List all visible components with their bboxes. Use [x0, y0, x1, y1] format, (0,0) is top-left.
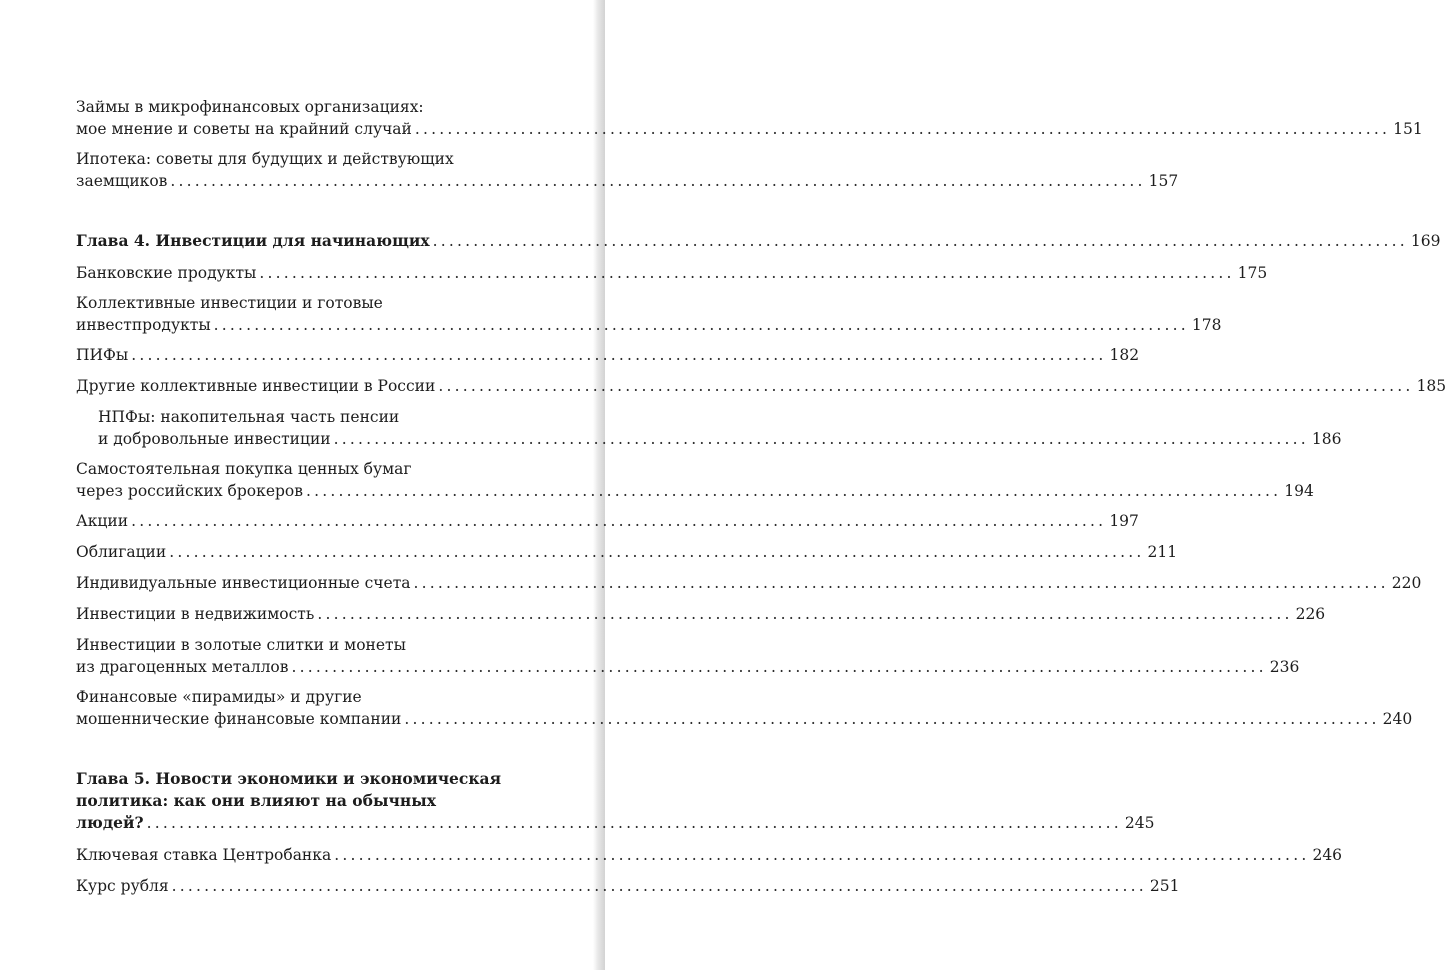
- toc-entry[interactable]: [98, 406, 1342, 450]
- toc-page-number: 211: [1147, 543, 1178, 561]
- toc-entry[interactable]: [76, 844, 1343, 866]
- toc-page-number: 226: [1295, 605, 1326, 623]
- dot-leader: ........................................................................................................................: [317, 605, 1293, 623]
- dot-leader: ........................................................................................................................: [432, 232, 1408, 250]
- toc-entry-title-line: Ключевая ставка Центробанка: [76, 846, 332, 864]
- toc-entry[interactable]: [76, 458, 1314, 502]
- toc-entry[interactable]: [76, 541, 1178, 563]
- toc-page-number: 220: [1391, 574, 1422, 592]
- toc-entry-last-line: [76, 118, 1423, 140]
- toc-entry-title-line: ПИФы: [76, 346, 129, 364]
- toc-entry-last-line: [76, 656, 1300, 678]
- dot-leader: ........................................................................................................................: [131, 512, 1107, 530]
- toc-entry-last-line: [76, 541, 1178, 563]
- toc-entry-title-line: инвестпродукты: [76, 316, 211, 334]
- toc-entry-title-line: Займы в микрофинансовых организациях:: [76, 98, 424, 116]
- toc-entry-last-line: [76, 708, 1413, 730]
- toc-entry-last-line: [76, 314, 1222, 336]
- toc-entry-last-line: [76, 875, 1180, 897]
- toc-entry-title-line: Инвестиции в недвижимость: [76, 605, 315, 623]
- dot-leader: ........................................................................................................................: [438, 377, 1414, 395]
- dot-leader: ........................................................................................................................: [170, 172, 1146, 190]
- toc-entry-title-line: НПФы: накопительная часть пенсии: [98, 408, 400, 426]
- toc-entry-title-line: Облигации: [76, 543, 167, 561]
- toc-entry-last-line: [98, 428, 1342, 450]
- toc-entry[interactable]: [76, 603, 1326, 625]
- toc-entry-last-line: [76, 510, 1139, 532]
- toc-entry-last-line: [76, 375, 1446, 397]
- toc-entry-last-line: [76, 344, 1140, 366]
- dot-leader: ........................................................................................................................: [333, 430, 1309, 448]
- toc-entry-last-line: [76, 603, 1326, 625]
- toc-entry[interactable]: [76, 572, 1422, 594]
- toc-page-number: 246: [1312, 846, 1343, 864]
- toc-entry-title-line: Курс рубля: [76, 877, 169, 895]
- toc-page-number: 194: [1284, 482, 1314, 500]
- toc-page-number: 185: [1416, 377, 1446, 395]
- toc-entry[interactable]: [76, 148, 1179, 192]
- toc-page-number: 197: [1109, 512, 1139, 530]
- toc-entry-title-line: Самостоятельная покупка ценных бумаг: [76, 460, 412, 478]
- dot-leader: ........................................................................................................................: [414, 120, 1391, 138]
- toc-entry-title-line: из драгоценных металлов: [76, 658, 289, 676]
- toc-entry-title-line: мое мнение и советы на крайний случай: [76, 120, 412, 138]
- toc-entry-last-line: [76, 572, 1422, 594]
- dot-leader: ........................................................................................................................: [213, 316, 1189, 334]
- toc-entry[interactable]: [76, 96, 1423, 140]
- toc-chapter-entry[interactable]: [76, 230, 1441, 252]
- toc-entry-last-line: [76, 170, 1179, 192]
- toc-entry-title-line: Глава 4. Инвестиции для начинающих: [76, 231, 430, 250]
- toc-entry[interactable]: [76, 292, 1222, 336]
- toc-entry-title-line: Банковские продукты: [76, 264, 257, 282]
- toc-entry[interactable]: [76, 344, 1140, 366]
- toc-entry[interactable]: [76, 510, 1139, 532]
- toc-entry[interactable]: [76, 875, 1180, 897]
- toc-entry-title-line: Финансовые «пирамиды» и другие: [76, 688, 362, 706]
- dot-leader: ........................................................................................................................: [146, 814, 1122, 832]
- toc-entry-last-line: [76, 812, 1155, 834]
- toc-page-number: 175: [1237, 264, 1268, 282]
- toc-chapter-entry[interactable]: [76, 768, 1155, 834]
- dot-leader: ........................................................................................................................: [305, 482, 1282, 500]
- toc-page-number: 245: [1124, 814, 1155, 832]
- toc-page-number: 157: [1148, 172, 1179, 190]
- toc-page-number: 240: [1382, 710, 1413, 728]
- toc-page-number: 251: [1149, 877, 1180, 895]
- dot-leader: ........................................................................................................................: [413, 574, 1389, 592]
- toc-entry-last-line: [76, 844, 1343, 866]
- toc-entry[interactable]: [76, 375, 1446, 397]
- dot-leader: ........................................................................................................................: [259, 264, 1235, 282]
- toc-entry-title-line: мошеннические финансовые компании: [76, 710, 402, 728]
- toc-page-number: 182: [1109, 346, 1140, 364]
- toc-entry-title-line: Индивидуальные инвестиционные счета: [76, 574, 411, 592]
- toc-page-number: 169: [1410, 232, 1441, 250]
- toc-entry-title-line: и добровольные инвестиции: [98, 430, 331, 448]
- toc-entry-last-line: [76, 230, 1441, 252]
- toc-entry-title-line: людей?: [76, 813, 144, 832]
- dot-leader: ........................................................................................................................: [169, 543, 1145, 561]
- toc-page-number: 178: [1191, 316, 1222, 334]
- toc-entry[interactable]: [76, 634, 1300, 678]
- toc-page-number: 186: [1311, 430, 1342, 448]
- toc-entry-last-line: [76, 262, 1268, 284]
- toc-entry-title-line: Глава 5. Новости экономики и экономическая: [76, 769, 502, 788]
- toc-entry-title-line: заемщиков: [76, 172, 168, 190]
- toc-entry-title-line: Другие коллективные инвестиции в России: [76, 377, 436, 395]
- dot-leader: ........................................................................................................................: [334, 846, 1310, 864]
- dot-leader: ........................................................................................................................: [131, 346, 1107, 364]
- toc-entry-title-line: Инвестиции в золотые слитки и монеты: [76, 636, 406, 654]
- toc-entry-title-line: политика: как они влияют на обычных: [76, 791, 436, 810]
- toc-entry-last-line: [76, 480, 1314, 502]
- toc-entry[interactable]: [76, 262, 1268, 284]
- dot-leader: ........................................................................................................................: [171, 877, 1147, 895]
- toc-page-number: 151: [1393, 120, 1423, 138]
- toc-page-number: 236: [1269, 658, 1300, 676]
- toc-entry-title-line: Коллективные инвестиции и готовые: [76, 294, 383, 312]
- dot-leader: ........................................................................................................................: [291, 658, 1267, 676]
- toc-entry-title-line: Акции: [76, 512, 129, 530]
- toc-entry-title-line: Ипотека: советы для будущих и действующих: [76, 150, 454, 168]
- toc-entry-title-line: через российских брокеров: [76, 482, 303, 500]
- toc-entry[interactable]: [76, 686, 1413, 730]
- dot-leader: ........................................................................................................................: [404, 710, 1380, 728]
